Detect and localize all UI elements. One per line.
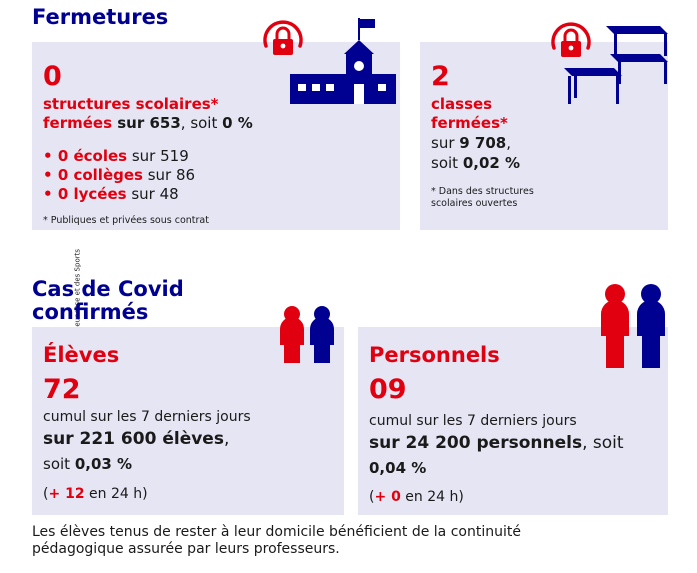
lock-icon: [265, 22, 301, 55]
eleves-heading: Élèves: [43, 343, 120, 367]
personnels-total: sur 24 200 personnels, soit: [369, 433, 624, 453]
section-title-fermetures: Fermetures: [32, 5, 169, 29]
eleves-delta: (+ 12 en 24 h): [43, 486, 148, 502]
list-item: • 0 collèges sur 86: [43, 166, 196, 184]
classes-footnote-2: scolaires ouvertes: [431, 198, 518, 209]
eleves-cumul: cumul sur les 7 derniers jours: [43, 409, 251, 425]
classes-number: 2: [431, 61, 450, 92]
staff-icon: [598, 282, 668, 370]
classes-sur: sur 9 708,: [431, 134, 512, 152]
desks-icon: [548, 18, 673, 108]
classes-soit: soit 0,02 %: [431, 154, 521, 172]
structures-list: [43, 147, 195, 204]
list-item: • 0 écoles sur 519: [43, 147, 189, 165]
personnels-number: 09: [369, 374, 407, 405]
footer-note-2: pédagogique assurée par leurs professeurs.: [32, 541, 340, 557]
footer-note-1: Les élèves tenus de rester à leur domicile bénéficient de la continuité: [32, 524, 521, 540]
structures-number: 0: [43, 61, 62, 92]
personnels-delta: (+ 0 en 24 h): [369, 489, 464, 505]
personnels-soit: 0,04 %: [369, 459, 427, 477]
list-item: • 0 lycées sur 48: [43, 185, 179, 203]
school-building-icon: [260, 16, 400, 108]
personnels-cumul: cumul sur les 7 derniers jours: [369, 413, 577, 429]
eleves-total: sur 221 600 élèves,: [43, 429, 230, 449]
lock-icon: [553, 24, 589, 57]
classes-footnote-1: * Dans des structures: [431, 186, 534, 197]
classes-label-1: classes: [431, 95, 493, 113]
classes-label-2: fermées*: [431, 114, 508, 132]
structures-label-2: fermées sur 653, soit 0 %: [43, 114, 253, 132]
eleves-soit: soit 0,03 %: [43, 455, 133, 473]
section-title-covid-1: Cas de Covid: [32, 277, 184, 301]
structures-label-1: structures scolaires*: [43, 95, 219, 113]
personnels-heading: Personnels: [369, 343, 500, 367]
students-icon: [276, 303, 338, 365]
eleves-number: 72: [43, 374, 81, 405]
section-title-covid-2: confirmés: [32, 300, 149, 324]
structures-footnote: * Publiques et privées sous contrat: [43, 215, 209, 226]
